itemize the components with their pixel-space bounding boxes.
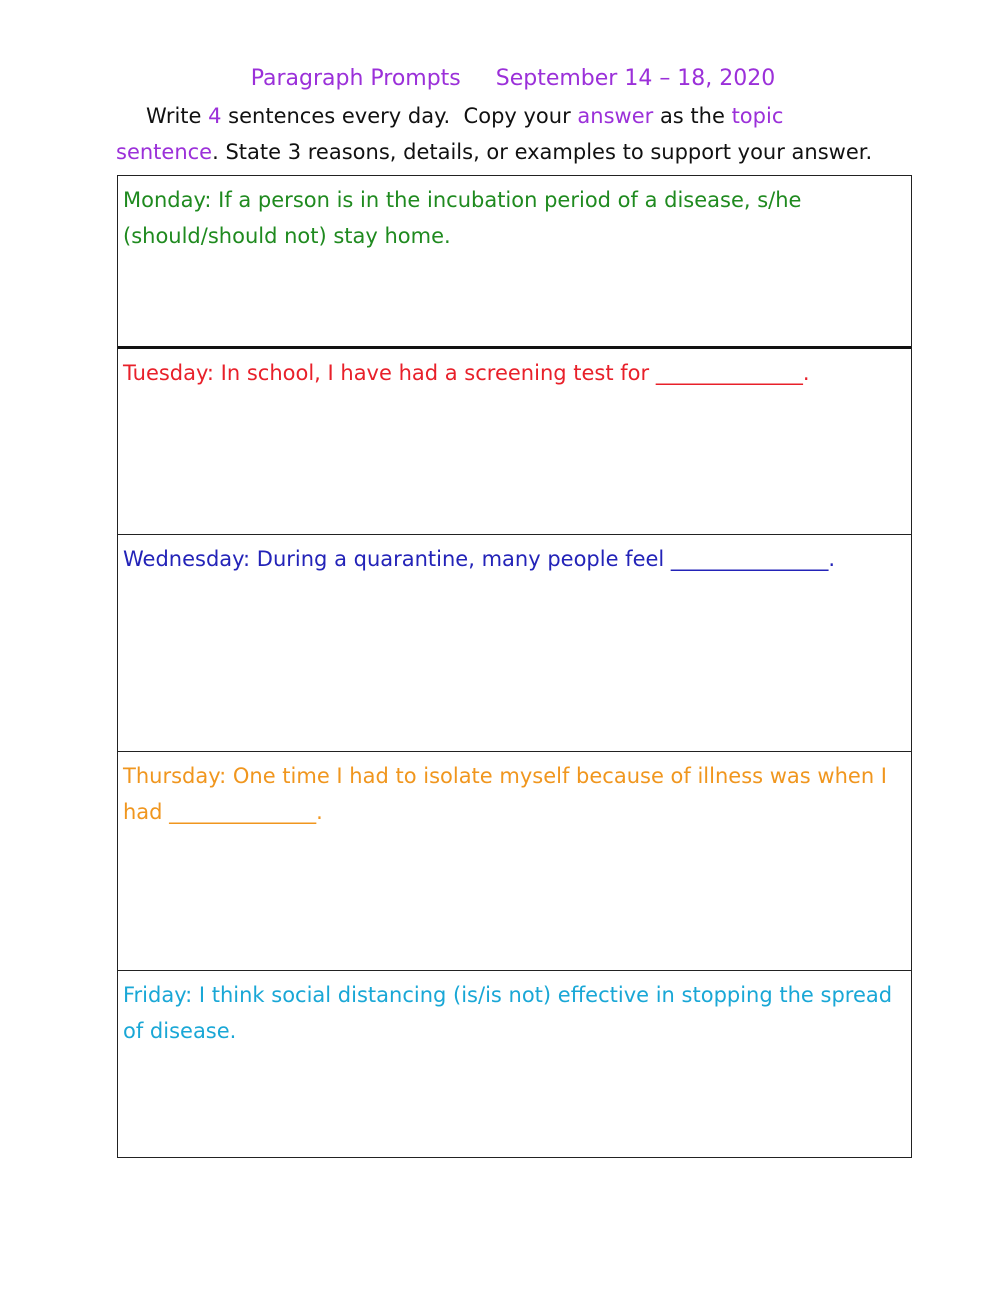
sentence-word: sentence [116,140,213,164]
topic-word: topic [731,104,784,128]
prompt-box-tuesday[interactable] [118,349,911,535]
page-title: Paragraph Prompts September 14 – 18, 2020 [250,66,776,91]
prompt-table [117,175,912,1158]
prompt-tuesday: Tuesday: In school, I have had a screening test for ______________. [123,361,810,385]
prompt-box-wednesday[interactable] [118,535,911,752]
prompt-box-thursday[interactable] [118,752,911,971]
instr-text: Write [146,104,209,128]
instr-text: sentences every day. Copy your [221,104,578,128]
prompt-monday: Monday: If a person is in the incubation period of a disease, s/he (should/should not) stay home. [123,188,802,248]
instr-text: as the [653,104,732,128]
instructions-line-1 [146,104,783,128]
prompt-friday: Friday: I think social distancing (is/is not) effective in stopping the spread of disease. [123,983,893,1043]
instr-text: . State 3 reasons, details, or examples to support your answer. [212,140,873,164]
sentence-count: 4 [208,104,222,128]
prompt-thursday: Thursday: One time I had to isolate myself because of illness was when I had ______________. [123,764,887,824]
prompt-box-friday[interactable] [118,971,911,1158]
prompt-wednesday: Wednesday: During a quarantine, many people feel _______________. [123,547,836,571]
prompt-box-monday[interactable] [118,176,911,349]
instructions-line-2 [116,140,872,164]
answer-word: answer [577,104,654,128]
